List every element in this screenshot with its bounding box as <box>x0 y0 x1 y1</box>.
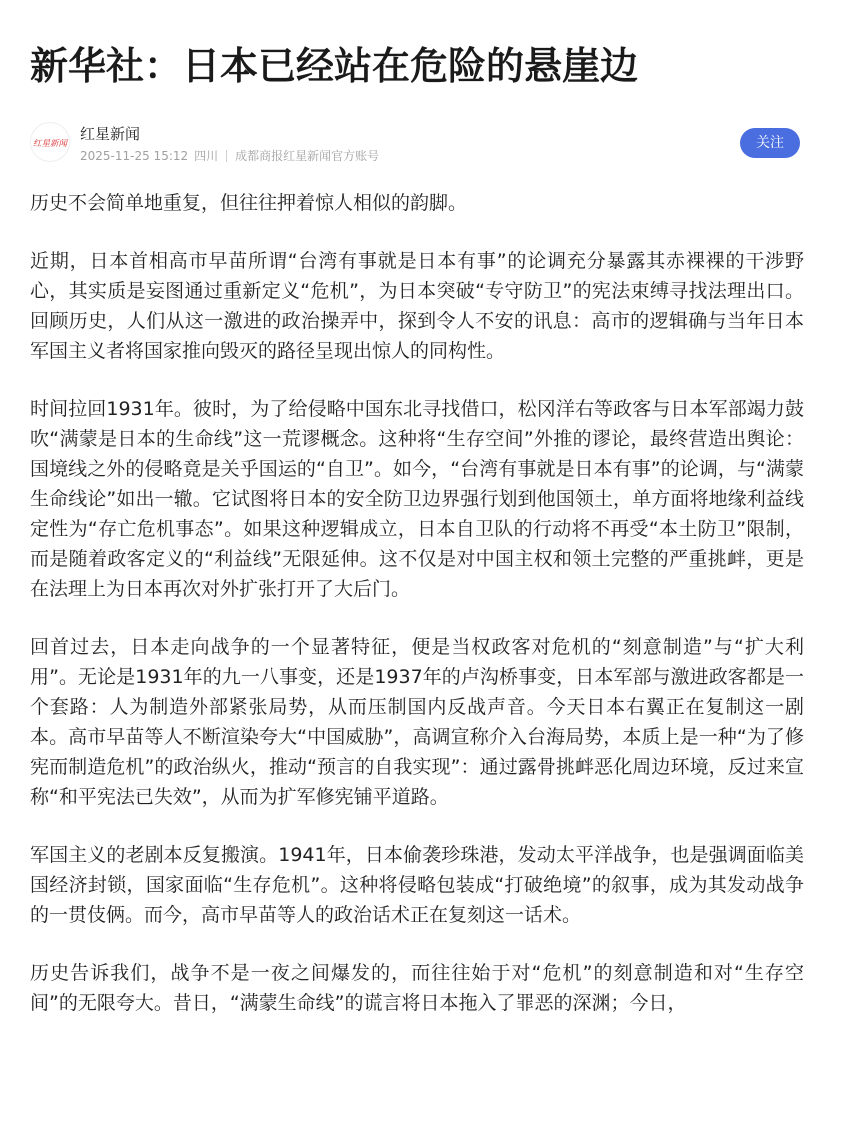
article-body <box>30 188 804 1046</box>
paragraph: 历史不会简单地重复，但往往押着惊人相似的韵脚。 <box>30 192 468 214</box>
paragraph: 近期，日本首相高市早苗所谓“台湾有事就是日本有事”的论调充分暴露其赤裸裸的干涉野心，其实质是妄图通过重新定义“危机”，为日本突破“专守防卫”的宪法束缚寻找法理出口。回顾历史，人们从这一激进的政治操弄中，探到令人不安的讯息：高市的逻辑确与当年日本军国主义者将国家推向毁灭的路径呈现出惊人的同构性。 <box>30 250 804 362</box>
author-name[interactable]: 红星新闻 <box>80 125 141 143</box>
paragraph: 时间拉回1931年。彼时，为了给侵略中国东北寻找借口，松冈洋右等政客与日本军部竭力鼓吹“满蒙是日本的生命线”这一荒谬概念。这种将“生存空间”外推的谬论，最终营造出舆论：国境线之外的侵略竟是关乎国运的“自卫”。如今，“台湾有事就是日本有事”的论调，与“满蒙生命线论”如出一辙。它试图将日本的安全防卫边界强行划到他国领土，单方面将地缘利益线定性为“存亡危机事态”。如果这种逻辑成立，日本自卫队的行动将不再受“本土防卫”限制，而是随着政客定义的“利益线”无限延伸。这不仅是对中国主权和领土完整的严重挑衅，更是在法理上为日本再次对外扩张打开了大后门。 <box>30 398 804 600</box>
red-star-logo-icon <box>32 124 68 160</box>
svg-text:红星新闻: 红星新闻 <box>32 139 68 149</box>
follow-button[interactable]: 关注 <box>740 128 800 158</box>
paragraph: 历史告诉我们，战争不是一夜之间爆发的，而往往始于对“危机”的刻意制造和对“生存空间”的无限夸大。昔日，“满蒙生命线”的谎言将日本拖入了罪恶的深渊；今日， <box>30 962 804 1014</box>
article-title: 新华社：日本已经站在危险的悬崖边 <box>30 44 639 88</box>
paragraph: 军国主义的老剧本反复搬演。1941年，日本偷袭珍珠港，发动太平洋战争，也是强调面临美国经济封锁，国家面临“生存危机”。这种将侵略包装成“打破绝境”的叙事，成为其发动战争的一贯伎俩。而今，高市早苗等人的政治话术正在复刻这一话术。 <box>30 844 804 926</box>
avatar[interactable] <box>30 122 70 162</box>
publish-location: 四川 <box>194 149 219 163</box>
publish-meta <box>80 148 379 164</box>
account-description: 成都商报红星新闻官方账号 <box>235 149 380 163</box>
author-bar <box>30 122 815 166</box>
publish-date: 2025-11-25 15:12 <box>80 149 189 163</box>
paragraph: 回首过去，日本走向战争的一个显著特征，便是当权政客对危机的“刻意制造”与“扩大利用”。无论是1931年的九一八事变，还是1937年的卢沟桥事变，日本军部与激进政客都是一个套路：人为制造外部紧张局势，从而压制国内反战声音。今天日本右翼正在复制这一剧本。高市早苗等人不断渲染夸大“中国威胁”，高调宣称介入台海局势，本质上是一种“为了修宪而制造危机”的政治纵火，推动“预言的自我实现”：通过露骨挑衅恶化周边环境，反过来宣称“和平宪法已失效”，从而为扩军修宪铺平道路。 <box>30 636 804 808</box>
meta-divider <box>226 150 227 162</box>
